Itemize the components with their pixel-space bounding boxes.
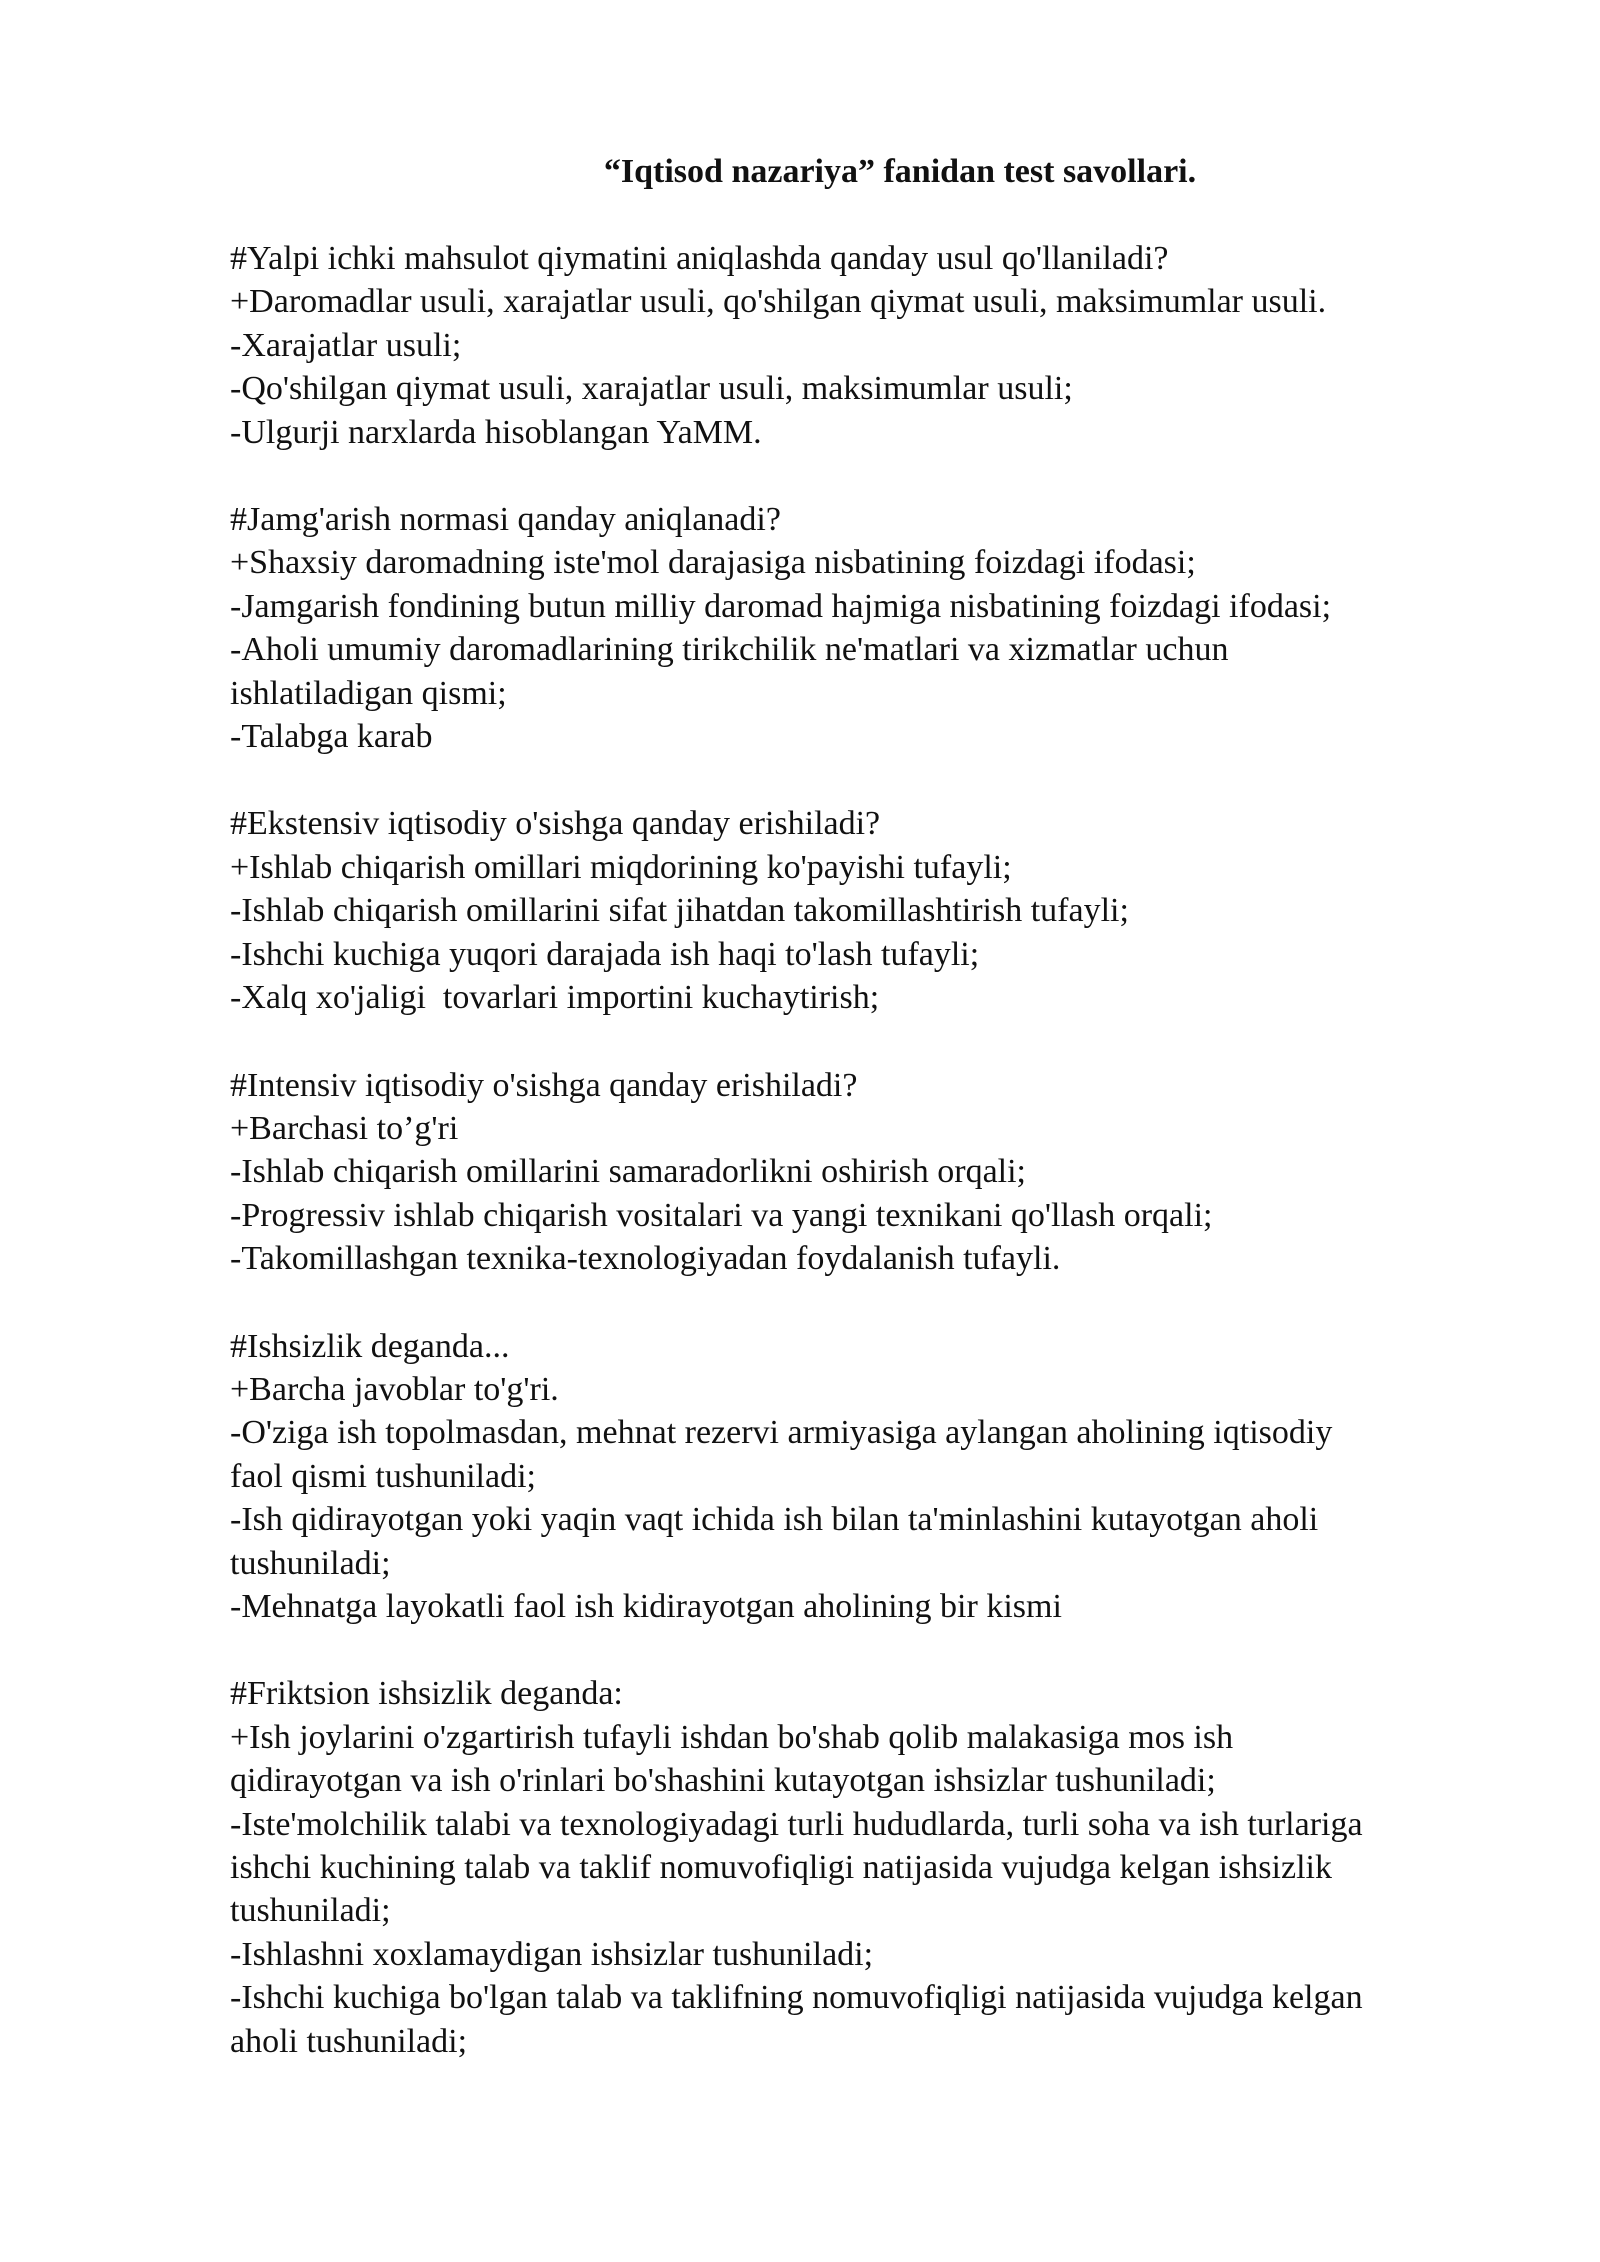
- answer-option: -O'ziga ish topolmasdan, mehnat rezervi armiyasiga aylangan aholining iqtisodiy faol qismi tushuniladi;: [230, 1414, 1333, 1495]
- question-block: [230, 802, 1530, 1019]
- answer-option: +Barchasi to’g'ri: [230, 1109, 459, 1147]
- question-block: [230, 1672, 1530, 2063]
- document-page: [230, 150, 1530, 2107]
- answer-option: -Progressiv ishlab chiqarish vositalari va yangi texnikani qo'llash orqali;: [230, 1196, 1213, 1234]
- question-text: #Intensiv iqtisodiy o'sishga qanday erishiladi?: [230, 1066, 858, 1104]
- answer-option: -Ishlab chiqarish omillarini samaradorlikni oshirish orqali;: [230, 1153, 1026, 1191]
- answer-option: -Qo'shilgan qiymat usuli, xarajatlar usuli, maksimumlar usuli;: [230, 370, 1073, 408]
- answer-option: -Iste'molchilik talabi va texnologiyadagi turli hududlarda, turli soha va ish turlariga ishchi kuchining talab va taklif nomuvofiqligi natijasida vujudga kelgan ishsizlik tushuniladi;: [230, 1805, 1363, 1930]
- question-text: #Ishsizlik deganda...: [230, 1327, 510, 1365]
- answer-option: -Ish qidirayotgan yoki yaqin vaqt ichida ish bilan ta'minlashini kutayotgan aholi tushuniladi;: [230, 1501, 1319, 1582]
- answer-option: -Takomillashgan texnika-texnologiyadan foydalanish tufayli.: [230, 1240, 1061, 1278]
- answer-option: +Ish joylarini o'zgartirish tufayli ishdan bo'shab qolib malakasiga mos ish qidirayotgan va ish o'rinlari bo'shashini kutayotgan ishsizlar tushuniladi;: [230, 1718, 1234, 1800]
- question-text: #Ekstensiv iqtisodiy o'sishga qanday erishiladi?: [230, 805, 881, 843]
- answer-option: +Barcha javoblar to'g'ri.: [230, 1370, 559, 1408]
- question-text: #Jamg'arish normasi qanday aniqlanadi?: [230, 501, 781, 539]
- answer-option: +Daromadlar usuli, xarajatlar usuli, qo'shilgan qiymat usuli, maksimumlar usuli.: [230, 283, 1327, 321]
- question-text: #Yalpi ichki mahsulot qiymatini aniqlashda qanday usul qo'llaniladi?: [230, 240, 1169, 277]
- answer-option: -Ishchi kuchiga bo'lgan talab va taklifning nomuvofiqligi natijasida vujudga kelgan aholi tushuniladi;: [230, 1979, 1363, 2060]
- question-block: [230, 1064, 1530, 1281]
- answer-option: +Shaxsiy daromadning iste'mol darajasiga nisbatining foizdagi ifodasi;: [230, 544, 1196, 582]
- answer-option: -Jamgarish fondining butun milliy daromad hajmiga nisbatining foizdagi ifodasi;: [230, 587, 1332, 625]
- answer-option: -Ishlashni xoxlamaydigan ishsizlar tushuniladi;: [230, 1935, 874, 1973]
- answer-option: +Ishlab chiqarish omillari miqdorining ko'payishi tufayli;: [230, 848, 1012, 886]
- answer-option: -Xarajatlar usuli;: [230, 326, 462, 364]
- answer-option: -Xalq xo'jaligi tovarlari importini kuchaytirish;: [230, 979, 880, 1017]
- question-block: [230, 1325, 1530, 1629]
- question-block: [230, 237, 1530, 454]
- document-title: “Iqtisod nazariya” fanidan test savollari.: [603, 153, 1197, 190]
- answer-option: -Aholi umumiy daromadlarining tirikchilik ne'matlari va xizmatlar uchun ishlatiladigan qismi;: [230, 631, 1229, 712]
- answer-option: -Mehnatga layokatli faol ish kidirayotgan aholining bir kismi: [230, 1587, 1062, 1625]
- question-text: #Friktsion ishsizlik deganda:: [230, 1675, 623, 1713]
- answer-option: -Talabga karab: [230, 718, 433, 756]
- answer-option: -Ulgurji narxlarda hisoblangan YaMM.: [230, 413, 762, 451]
- question-block: [230, 498, 1530, 758]
- answer-option: -Ishchi kuchiga yuqori darajada ish haqi to'lash tufayli;: [230, 935, 980, 973]
- answer-option: -Ishlab chiqarish omillarini sifat jihatdan takomillashtirish tufayli;: [230, 892, 1129, 930]
